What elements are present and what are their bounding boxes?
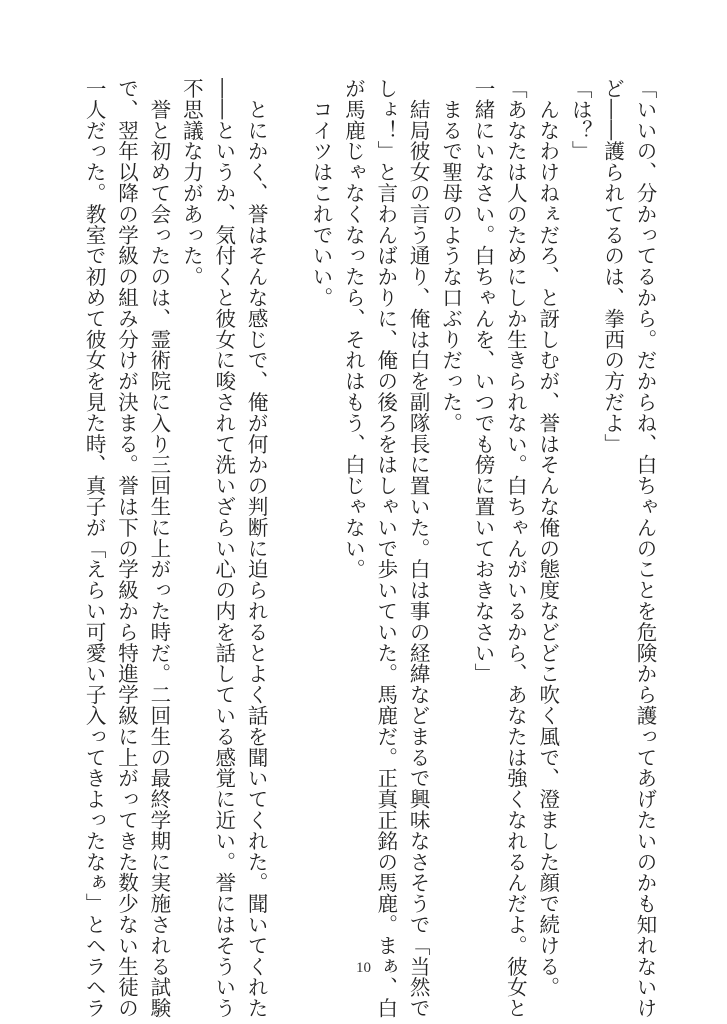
text-line: 「あなたは人のためにしか生きられない。白ちゃんがいるから、あなたは強くなれるんだよ。彼女と: [503, 78, 528, 1019]
text-line: ――というか、気付くと彼女に唆されて洗いざらい心の内を話している感覚に近い。誉にはそういう: [211, 78, 236, 1019]
text-line: ど――護られてるのは、拳西の方だよ」: [600, 78, 625, 455]
section-gap: [272, 78, 304, 950]
text-line: コイツはこれでいい。: [308, 78, 333, 308]
text-line: 不思議な力があった。: [179, 78, 204, 287]
text-line: とにかく、誉はそんな感じで、俺が何かの判断に迫られるとよく話を聞いてくれた。聞いてくれた: [244, 78, 269, 1019]
text-line: 「は？」: [568, 78, 593, 162]
text-line: 結局彼女の言う通り、俺は白を副隊長に置いた。白は事の経緯などまるで興味なさそうで「当然で: [406, 78, 431, 1019]
text-line: が馬鹿じゃなくなったら、それはもう、白じゃない。: [341, 78, 366, 580]
text-line: 「いいの、分かってるから。だからね、白ちゃんのことを危険から護ってあげたいのかも知れないけ: [633, 78, 657, 1019]
text-line: 一緒にいなさい。白ちゃんを、いつでも傍に置いておきなさい」: [470, 78, 495, 685]
text-line: んなわけねぇだろ、と訝しむが、誉はそんな俺の態度などどこ吹く風で、澄ました顔で続ける。: [535, 78, 560, 998]
text-line: 誉と初めて会ったのは、霊術院に入り三回生に上がった時だ。二回生の最終学期に実施される試験: [146, 78, 171, 1019]
text-line: 一人だった。教室で初めて彼女を見た時、真子が「えらい可愛い子入ってきよったなぁ」とヘラヘラ: [82, 78, 107, 1019]
page-number: 10: [356, 960, 371, 976]
text-line: しょ！」と言わんばかりに、俺の後ろをはしゃいで歩いていた。馬鹿だ。正真正銘の馬鹿。まぁ、白: [373, 78, 398, 1019]
text-line: で、翌年以降の学級の組み分けが決まる。誉は下の学級から特進学級に上がってきた数少ない生徒の: [114, 78, 139, 1019]
text-line: まるで聖母のような口ぶりだった。: [438, 78, 463, 434]
